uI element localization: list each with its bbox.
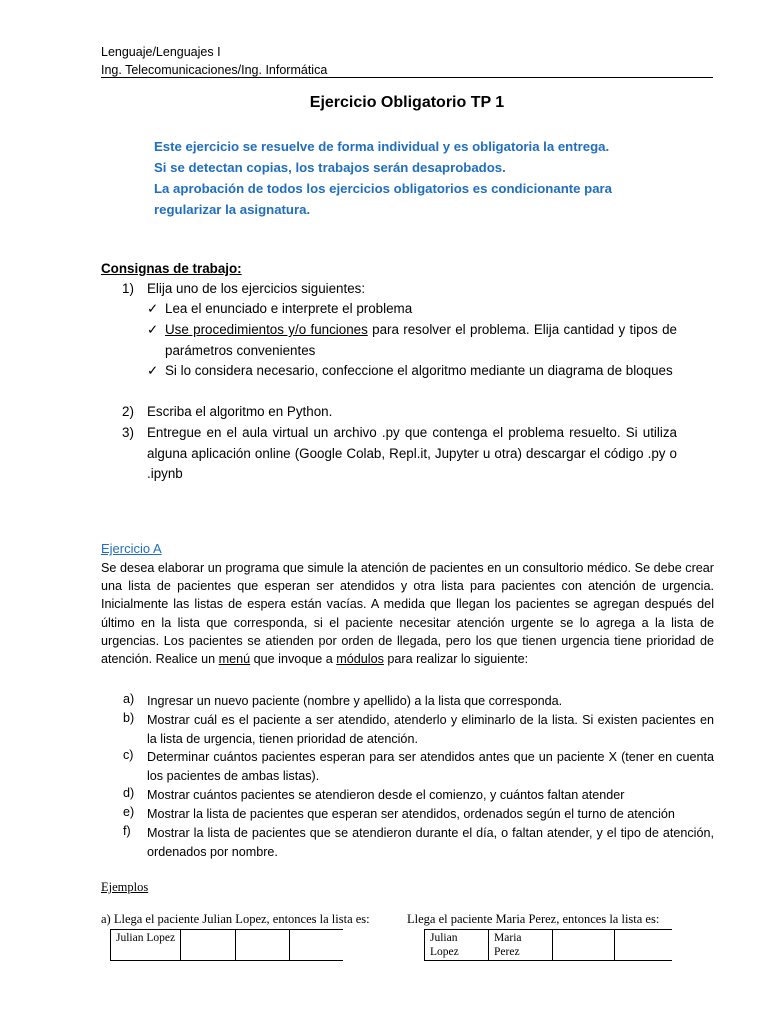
- example-list-right: [424, 929, 672, 961]
- list-number: 1): [122, 281, 134, 296]
- notice-line: regularizar la asignatura.: [154, 202, 311, 217]
- list-item: Mostrar la lista de pacientes que se atendieron durante el día, o faltan atender, y el tipo de atención, ordenados por nombre.: [147, 826, 714, 859]
- list-letter: d): [123, 786, 135, 800]
- notice-line: La aprobación de todos los ejercicios obligatorios es condicionante para: [154, 181, 613, 196]
- paragraph-text: Se desea elaborar un programa que simule la atención de pacientes en un consultorio médico. Se debe crear una lista de pacientes que esperan ser atendidos y otra lista para pacientes con atención de urgencia. Inicialmente las listas de espera están vacías. A medida que llegan los pacientes se agregan después del último en la lista que corresponda, si el paciente necesitar atención urgente se lo agrega a la lista de urgencias. Los pacientes se atienden por orden de llegada, pero los que tienen urgencia tiene prioridad de atención. Realice un: [101, 561, 714, 667]
- list-item: Ingresar un nuevo paciente (nombre y apellido) a la lista que corresponda.: [147, 694, 563, 708]
- list-number: 2): [122, 404, 134, 419]
- notice-line: Si se detectan copias, los trabajos serán desaprobados.: [154, 160, 506, 175]
- checkmark-icon: ✓: [147, 363, 159, 378]
- paragraph-text: para realizar lo siguiente:: [383, 652, 529, 667]
- list-letter: b): [123, 711, 135, 725]
- table-row: [425, 930, 673, 961]
- list-item: Mostrar cuántos pacientes se atendieron desde el comienzo, y cuántos faltan atender: [147, 788, 625, 802]
- consigna-item-1: Elija uno de los ejercicios siguientes:: [147, 281, 366, 296]
- list-number: 3): [122, 425, 134, 440]
- ejercicio-a-paragraph: [101, 559, 714, 668]
- ejemplos-title: Ejemplos: [101, 880, 149, 894]
- table-row: [111, 930, 344, 961]
- example-left-caption: a) Llega el paciente Julian Lopez, entonces la lista es:: [101, 912, 370, 926]
- check-item-2-rest: para resolver el problema. Elija cantidad y tipos de parámetros convenientes: [165, 322, 678, 358]
- document-title: Ejercicio Obligatorio TP 1: [309, 94, 505, 111]
- table-cell: [235, 930, 289, 961]
- table-cell: [553, 930, 615, 961]
- header-careers: Ing. Telecomunicaciones/Ing. Informática: [101, 63, 328, 77]
- paragraph-text: que invoque a: [250, 652, 337, 667]
- header-divider: [101, 77, 713, 78]
- checkmark-icon: ✓: [147, 322, 159, 337]
- example-list-left: [110, 929, 343, 961]
- header-course: Lenguaje/Lenguajes I: [101, 45, 221, 59]
- underlined-text: Use procedimientos y/o funciones: [165, 322, 368, 337]
- list-item: Mostrar la lista de pacientes que esperan ser atendidos, ordenados según el turno de atención: [147, 807, 675, 821]
- modulos-word: módulos: [336, 652, 384, 667]
- list-item: Mostrar cuál es el paciente a ser atendido, atenderlo y eliminarlo de la lista. Si existen pacientes en la lista de urgencia, tienen prioridad de atención.: [147, 713, 714, 746]
- list-letter: c): [123, 748, 134, 762]
- list-letter: e): [123, 805, 135, 819]
- notice-line: Este ejercicio se resuelve de forma individual y es obligatoria la entrega.: [154, 139, 610, 154]
- consigna-item-3: Entregue en el aula virtual un archivo .py que contenga el problema resuelto. Si utiliza alguna aplicación online (Google Colab, Repl.it, Jupyter u otra) descargar el código .py o .ipynb: [147, 425, 677, 481]
- menu-word: menú: [218, 652, 251, 667]
- notice-block: [154, 136, 694, 220]
- example-right-caption: Llega el paciente Maria Perez, entonces la lista es:: [407, 912, 660, 926]
- table-cell: [289, 930, 343, 961]
- list-item: Determinar cuántos pacientes esperan para ser atendidos antes que un paciente X (tener en cuenta los pacientes de ambas listas).: [147, 750, 714, 783]
- table-cell: Maria Perez: [489, 930, 553, 961]
- list-letter: f): [123, 824, 131, 838]
- check-item-3: Si lo considera necesario, confeccione el algoritmo mediante un diagrama de bloques: [165, 363, 673, 378]
- list-letter: a): [123, 692, 135, 706]
- consigna-item-2: Escriba el algoritmo en Python.: [147, 404, 333, 419]
- consignas-title: Consignas de trabajo:: [101, 261, 242, 276]
- table-cell: Julian Lopez: [425, 930, 489, 961]
- check-item-1: Lea el enunciado e interprete el problema: [165, 301, 413, 316]
- table-cell: [615, 930, 672, 961]
- table-cell: [181, 930, 235, 961]
- ejercicio-a-title: Ejercicio A: [101, 541, 162, 556]
- table-cell: Julian Lopez: [111, 930, 181, 961]
- checkmark-icon: ✓: [147, 301, 159, 316]
- page-header: [101, 43, 327, 79]
- check-item-2: [165, 320, 677, 361]
